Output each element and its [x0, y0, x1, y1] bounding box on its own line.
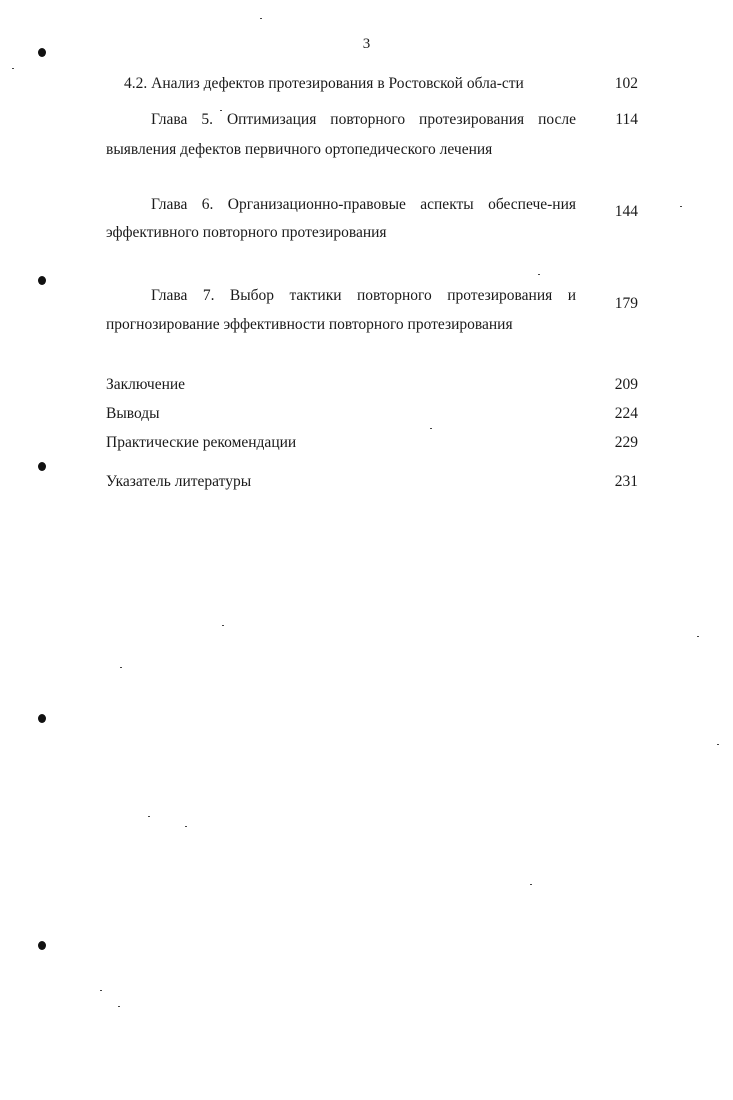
scan-speck	[538, 274, 540, 275]
scan-speck	[260, 18, 262, 19]
binder-hole-mark	[38, 714, 46, 723]
toc-entry-page: 102	[614, 75, 638, 92]
page-number: 3	[362, 36, 371, 52]
binder-hole-mark	[38, 941, 46, 950]
scan-speck	[148, 816, 150, 817]
scan-speck	[12, 68, 14, 69]
toc-entry-recommendations	[106, 428, 638, 457]
toc-entry-page: 231	[614, 473, 638, 490]
toc-entry-title: Заключение	[106, 376, 186, 393]
scan-speck	[118, 1006, 120, 1007]
scan-speck	[100, 990, 102, 991]
toc-entry-page: 144	[614, 203, 638, 220]
toc-entry-page: 229	[614, 434, 638, 451]
binder-hole-mark	[38, 462, 46, 471]
toc-entry-title: Выводы	[106, 405, 160, 422]
toc-back-matter	[106, 370, 638, 496]
scan-speck	[220, 110, 222, 111]
toc-entry-text: Глава 6. Организационно-правовые аспекты обеспече-ния эффективного повторного протезирования	[106, 196, 576, 241]
toc-entry-chapter-7	[106, 281, 638, 339]
scan-speck	[680, 206, 682, 207]
toc-entry-4-2	[106, 70, 638, 97]
scan-speck	[185, 826, 187, 827]
toc-entry-page: 209	[614, 376, 638, 393]
binder-hole-mark	[38, 276, 46, 285]
scan-speck	[120, 667, 122, 668]
scan-speck	[717, 744, 719, 745]
toc-entry-page: 179	[614, 295, 638, 312]
toc-entry-page: 224	[614, 405, 638, 422]
toc-entry-findings	[106, 399, 638, 428]
toc-entry-chapter-6	[106, 191, 638, 247]
toc-entry-bibliography	[106, 467, 638, 496]
toc-entry-text	[106, 70, 576, 97]
scan-speck	[430, 428, 432, 429]
table-of-contents	[106, 70, 638, 496]
toc-entry-title: 4.2. Анализ дефектов протезирования в Ростовской обла-сти	[124, 75, 524, 92]
scan-speck	[222, 625, 224, 626]
scan-speck	[697, 636, 699, 637]
toc-entry-text: Глава 5. Оптимизация повторного протезирования после выявления дефектов первичного ортопедического лечения	[106, 111, 576, 158]
scan-speck	[530, 884, 532, 885]
toc-entry-conclusion	[106, 370, 638, 399]
toc-entry-text: Глава 7. Выбор тактики повторного протезирования и прогнозирование эффективности повторного протезирования	[106, 287, 576, 333]
toc-entry-title: Указатель литературы	[106, 473, 252, 490]
toc-entry-title: Практические рекомендации	[106, 434, 297, 451]
toc-entry-page: 114	[615, 111, 638, 128]
toc-entry-chapter-5	[106, 105, 638, 165]
binder-hole-mark	[38, 48, 46, 57]
